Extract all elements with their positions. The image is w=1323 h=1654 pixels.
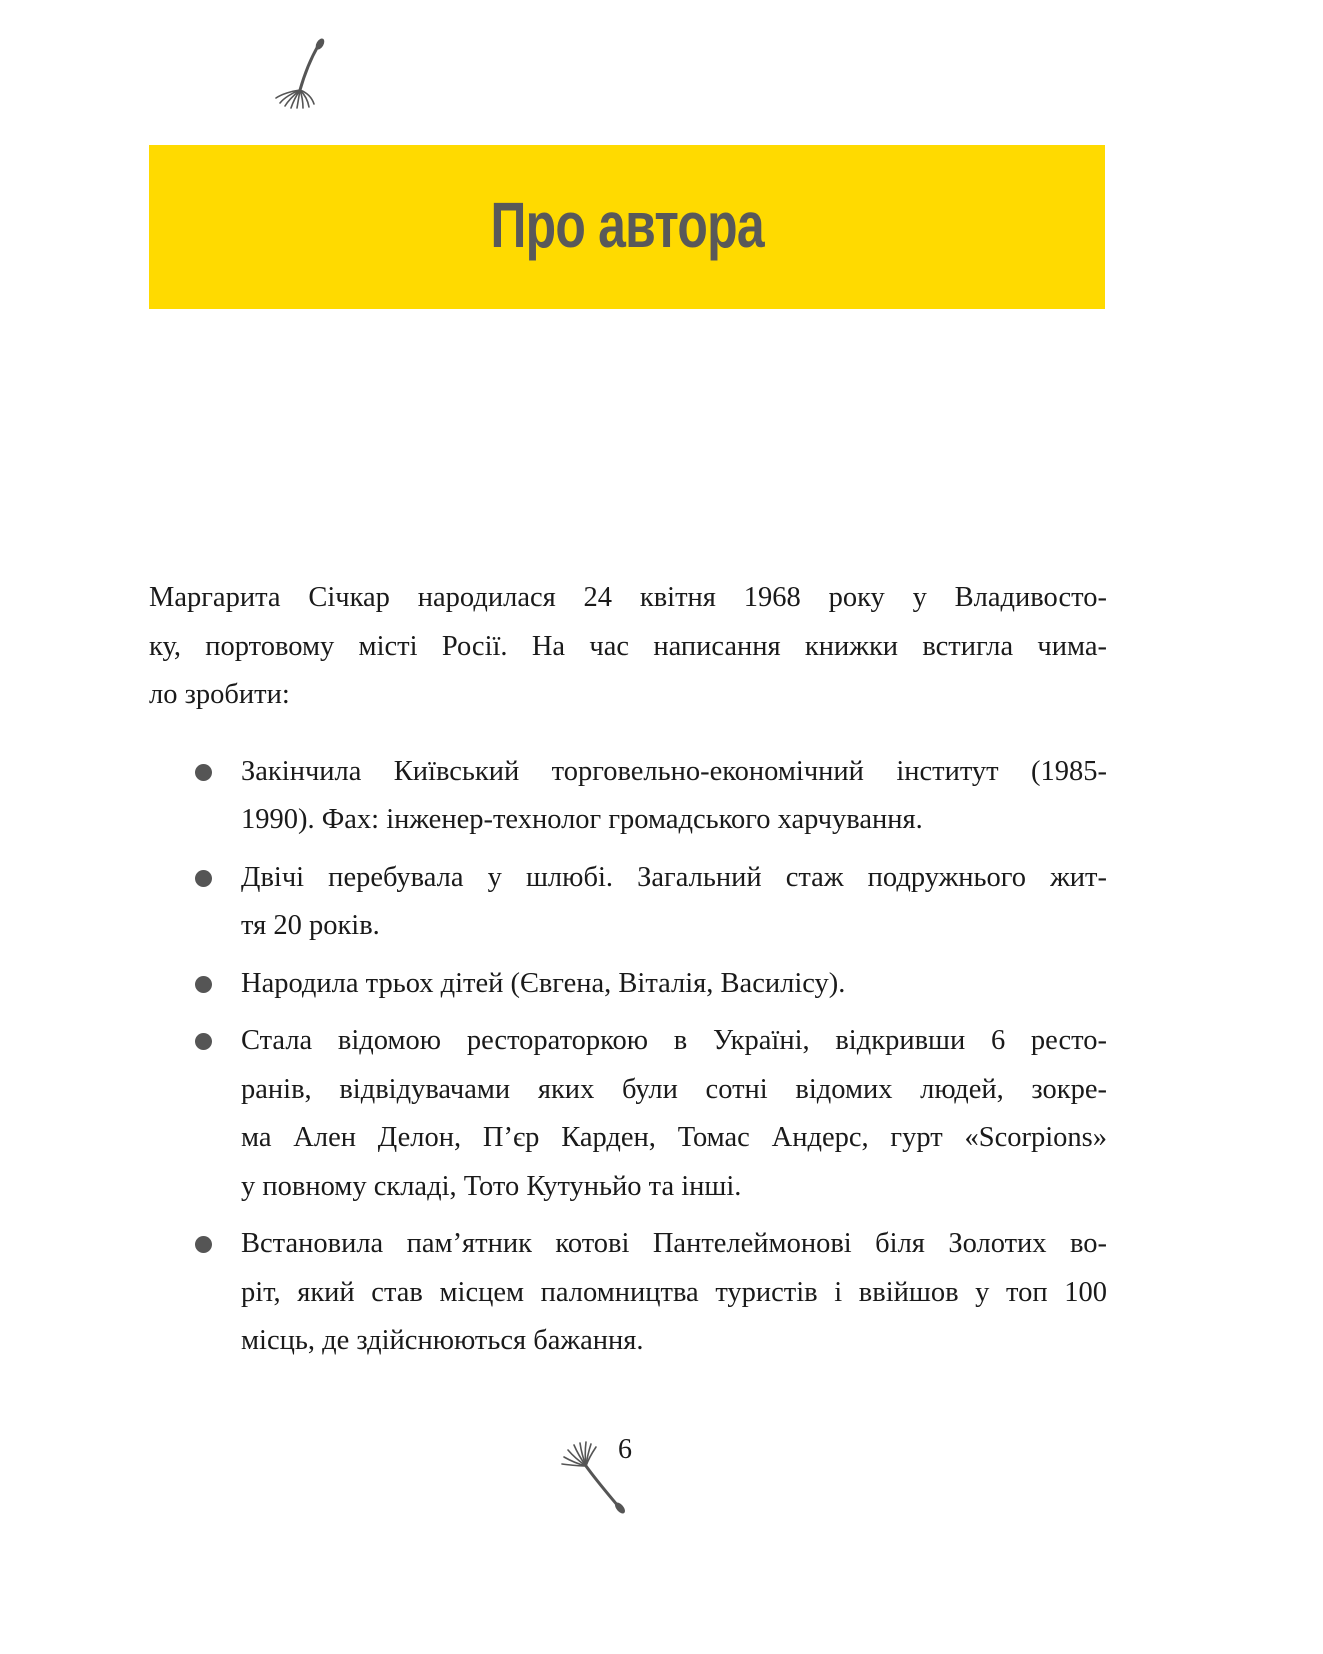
list-item-line: Встановила пам’ятник котові Пантелеймонові біля Золотих во- — [241, 1228, 1107, 1259]
list-item — [241, 1017, 1107, 1211]
list-item-line: у повному складі, Тото Кутуньйо та інші. — [241, 1170, 742, 1202]
bullet-icon — [195, 976, 212, 993]
page-title: Про автора — [490, 189, 764, 261]
list-item-line: ранів, відвідувачами яких були сотні відомих людей, зокре- — [241, 1073, 1107, 1105]
intro-paragraph — [149, 574, 1107, 720]
list-item — [241, 854, 1107, 951]
page-number: 6 — [618, 1434, 632, 1465]
dandelion-seed-icon — [556, 1440, 630, 1516]
title-banner — [149, 145, 1105, 309]
bullet-icon — [195, 1033, 212, 1050]
author-bio — [149, 574, 1107, 1375]
list-item-line: місць, де здійснюються бажання. — [241, 1325, 644, 1356]
bullet-icon — [195, 764, 212, 781]
list-item-line: Народила трьох дітей (Євгена, Віталія, Василісу). — [241, 967, 846, 999]
list-item — [241, 1220, 1107, 1366]
list-item — [241, 748, 1107, 845]
bullet-icon — [195, 1236, 212, 1253]
list-item-line: Двічі перебувала у шлюбі. Загальний стаж подружнього жит- — [241, 861, 1107, 893]
list-item-line: тя 20 років. — [241, 910, 380, 941]
list-item-line: 1990). Фах: інженер-технолог громадського харчування. — [241, 804, 923, 835]
list-item-line: ріт, який став місцем паломництва туристів і ввійшов у топ 100 — [241, 1276, 1107, 1308]
bullet-icon — [195, 870, 212, 887]
list-item-line: ма Ален Делон, П’єр Карден, Томас Андерс, гурт «Scorpions» — [241, 1122, 1107, 1153]
list-item — [241, 960, 1107, 1009]
intro-line: Маргарита Січкар народилася 24 квітня 1968 року у Владивосто- — [149, 582, 1107, 613]
list-item-line: Закінчила Київський торговельно-економічний інститут (1985- — [241, 755, 1107, 787]
intro-line: ку, портовому місті Росії. На час написання книжки встигла чима- — [149, 630, 1107, 662]
dandelion-seed-icon — [268, 36, 332, 110]
facts-list — [149, 748, 1107, 1366]
list-item-line: Стала відомою рестораторкою в Україні, відкривши 6 ресто- — [241, 1025, 1107, 1056]
intro-line: ло зробити: — [149, 679, 290, 710]
